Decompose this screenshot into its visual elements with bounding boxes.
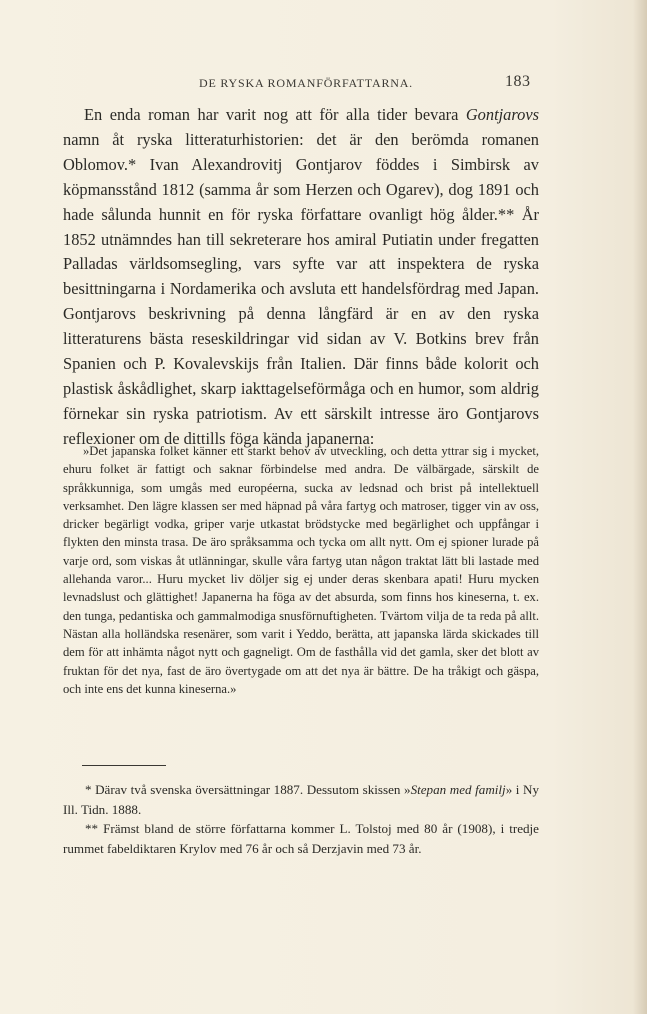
- footnote-1-start: * Därav två svenska översättningar 1887. Dessutom skissen »: [85, 782, 411, 797]
- footnote-1: [63, 780, 539, 819]
- footnote-1-end: » i Ny Ill. Tidn. 1888.: [63, 782, 539, 817]
- main-text-start: En enda roman har varit nog att för alla tider bevara: [84, 105, 466, 124]
- footnote-2: ** Främst bland de större författarna kommer L. Tolstoj med 80 år (1908), i tredje rummet fabeldiktaren Krylov med 76 år och så Derzjavin med 73 år.: [63, 821, 539, 856]
- page-number: 183: [505, 73, 531, 90]
- running-title: DE RYSKA ROMANFÖRFATTARNA.: [199, 76, 413, 90]
- main-paragraph: [63, 103, 539, 452]
- author-name-italic: Gontjarovs: [465, 105, 539, 124]
- footnotes: [63, 780, 539, 858]
- footnote-divider: [82, 765, 166, 766]
- footnote-1-title-italic: Stepan med familj: [410, 782, 506, 797]
- page-edge-shadow: [633, 0, 647, 1014]
- running-header: [0, 74, 647, 94]
- block-quotation: »Det japanska folket känner ett starkt behov av utveckling, och detta yttrar sig i mycket, ehuru folket är fattigt och saknar förbindelse med andra. De välbärgade, särskilt de språkkunniga, som umgås med européerna, sucka av ledsnad och brist på intellektuell verksamhet. Den lägre klassen ser med häpnad på våra fartyg och matroser, tigger vin av oss, dricker begärligt vodka, griper varje utkastat brödstycke med begärlighet och uppfångar i flykten den minsta trasa. De äro språksamma och tycka om allt nytt. Om ej spioner lurade på varje ord, som viskas åt utlänningar, skulle våra fartyg utan någon traktat lätt bli lastade med allehanda varor... Huru mycket liv döljer sig ej under deras skenbara apati! Huru mycken levnadslust och glättighet! Japanerna ha föga av det absurda, som finns hos kineserna, t. ex. den tunga, pedantiska och gammalmodiga snusförnuftigheten. Tvärtom vilja de ta reda på allt. Nästan alla holländska resenärer, som varit i Yeddo, berätta, att japanska lärda skickades till dem för att inhämta något nytt och gagneligt. Om de fasthålla vid det gamla, sker det blott av fruktan för det nya, fast de äro övertygade om att det nya är bättre. De ha tråkigt och gäspa, och inte ens det kunna kineserna.»: [63, 444, 539, 696]
- main-text-rest: namn åt ryska litteraturhistorien: det är den berömda romanen Oblomov.* Ivan Alexandrovitj Gontjarov föddes i Simbirsk av köpmansstånd 1812 (samma år som Herzen och Ogarev), dog 1891 och hade sålunda hunnit en för ryska författare ovanligt hög ålder.** År 1852 utnämndes han till sekreterare hos amiral Putiatin under fregatten Palladas världsomsegling, vars syfte var att inspektera de ryska besittningarna i Nordamerika och avsluta ett handelsfördrag med Japan. Gontjarovs beskrivning på denna långfärd är en av den ryska litteraturens bästa reseskildringar vid sidan av V. Botkins brev från Spanien och P. Kovalevskijs från Italien. Där finns både kolorit och plastisk åskådlighet, skarp iakttagelseförmåga och en humor, som aldrig förnekar sin ryska patriotism. Av ett särskilt intresse äro Gontjarovs reflexioner om de dittills föga kända japanerna:: [63, 129, 539, 448]
